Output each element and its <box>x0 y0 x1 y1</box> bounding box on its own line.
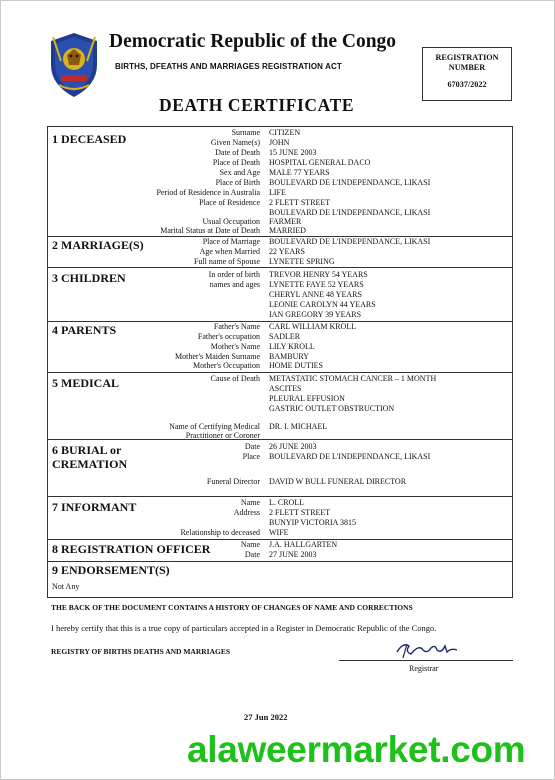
section-deceased <box>48 127 512 236</box>
field-label: Mother's Name <box>210 342 260 351</box>
field-label: Place of Birth <box>215 178 260 187</box>
field-label: Place of Marriage <box>202 237 260 246</box>
field-value: CHERYL ANNE 48 YEARS <box>269 290 362 299</box>
field-value: METASTATIC STOMACH CANCER – 1 MONTH <box>269 374 437 383</box>
issue-date: 27 Jun 2022 <box>244 712 288 722</box>
document-title: DEATH CERTIFICATE <box>159 95 355 115</box>
field-label: Father's Name <box>213 322 260 331</box>
section-endorsements <box>48 561 512 597</box>
field-value: SADLER <box>269 332 301 341</box>
section-title: 4 PARENTS <box>52 323 117 337</box>
registration-number: 67037/2022 <box>447 80 487 89</box>
field-label: Surname <box>231 128 260 137</box>
field-value: BUNYIP VICTORIA 3815 <box>269 518 356 527</box>
field-label: Marital Status at Date of Death <box>160 226 260 235</box>
certificate-table <box>47 126 513 598</box>
field-value: MALE 77 YEARS <box>269 168 330 177</box>
field-label: Name <box>240 540 260 549</box>
field-value: BOULEVARD DE L'INDEPENDANCE, LIKASI <box>269 237 431 246</box>
field-value: 27 JUNE 2003 <box>269 550 317 559</box>
field-label: Date <box>244 442 260 451</box>
field-value: PLEURAL EFFUSION <box>269 394 345 403</box>
field-value: LYNETTE SPRING <box>269 257 335 266</box>
field-value: CARL WILLIAM KROLL <box>269 322 357 331</box>
section-parents <box>48 321 512 372</box>
section-title: 2 MARRIAGE(S) <box>52 238 144 252</box>
section-children <box>48 267 512 321</box>
field-value: HOME DUTIES <box>269 361 323 370</box>
field-value: TREVOR HENRY 54 YEARS <box>269 270 368 279</box>
field-label: Date <box>244 550 260 559</box>
field-value: DAVID W BULL FUNERAL DIRECTOR <box>269 477 407 486</box>
field-label: Address <box>233 508 260 517</box>
section-marriage <box>48 236 512 267</box>
field-value: 2 FLETT STREET <box>269 508 331 517</box>
section-title: 5 MEDICAL <box>52 376 120 390</box>
field-label: Date of Death <box>215 148 260 157</box>
field-value: 26 JUNE 2003 <box>269 442 317 451</box>
field-label: Usual Occupation <box>202 217 260 226</box>
field-label: Name <box>240 498 260 507</box>
field-label: In order of birth <box>208 270 260 279</box>
section-title-line2: CREMATION <box>52 457 128 471</box>
field-label: Full name of Spouse <box>194 257 260 266</box>
field-value: LIFE <box>269 188 286 197</box>
endorsement-note: Not Any <box>52 582 80 591</box>
act-subtitle: BIRTHS, DFEATHS AND MARRIAGES REGISTRATION ACT <box>115 62 342 71</box>
field-value: LILY KROLL <box>269 342 315 351</box>
section-registration-officer <box>48 539 512 561</box>
signature-line <box>339 660 513 661</box>
field-value: ASCITES <box>269 384 302 393</box>
number-label: NUMBER <box>448 63 486 72</box>
field-value: JOHN <box>269 138 290 147</box>
field-label: Funeral Director <box>206 477 260 486</box>
field-value: 15 JUNE 2003 <box>269 148 317 157</box>
field-label: Relationship to deceased <box>180 528 260 537</box>
field-label: Place of Residence <box>199 198 260 207</box>
field-value: 22 YEARS <box>269 247 305 256</box>
field-label: Place <box>242 452 260 461</box>
field-value: BAMBURY <box>269 352 310 361</box>
field-label: Mother's Occupation <box>193 361 260 370</box>
field-value: CITIZEN <box>269 128 301 137</box>
field-value: LEONIE CAROLYN 44 YEARS <box>269 300 376 309</box>
field-value: IAN GREGORY 39 YEARS <box>269 310 362 319</box>
certification-statement: I hereby certify that this is a true copy of particulars accepted in a Register in Democratic Republic of the Congo. <box>51 623 437 633</box>
section-title: 8 REGISTRATION OFFICER <box>52 542 211 556</box>
registry-name: REGISTRY OF BIRTHS DEATHS AND MARRIAGES <box>51 647 231 656</box>
field-label: Mother's Maiden Surname <box>175 352 260 361</box>
field-value: GASTRIC OUTLET OBSTRUCTION <box>269 404 395 413</box>
registrar-label: Registrar <box>409 664 439 673</box>
field-value: L. CROLL <box>269 498 305 507</box>
field-value: BOULEVARD DE L'INDEPENDANCE, LIKASI <box>269 178 431 187</box>
field-label: Practitioner or Coroner <box>185 431 260 440</box>
field-value: 2 FLETT STREET <box>269 198 331 207</box>
field-label: Father's occupation <box>197 332 260 341</box>
field-value: J.A. HALLGARTEN <box>269 540 338 549</box>
section-title: 6 BURIAL or <box>52 443 122 457</box>
field-label: names and ages <box>209 280 260 289</box>
field-label: Period of Residence in Australia <box>156 188 260 197</box>
section-burial <box>48 439 512 496</box>
field-value: HOSPITAL GENERAL DACO <box>269 158 371 167</box>
field-label: Given Name(s) <box>210 138 260 147</box>
field-value: MARRIED <box>269 226 306 235</box>
section-title: 7 INFORMANT <box>52 500 137 514</box>
field-value: DR. I. MICHAEL <box>269 422 328 431</box>
field-label: Place of Death <box>212 158 260 167</box>
field-value: LYNETTE FAYE 52 YEARS <box>269 280 364 289</box>
back-of-document-note: THE BACK OF THE DOCUMENT CONTAINS A HISTORY OF CHANGES OF NAME AND CORRECTIONS <box>51 603 413 612</box>
section-medical <box>48 372 512 439</box>
field-label: Age when Married <box>199 247 260 256</box>
section-informant <box>48 496 512 539</box>
field-value: FARMER <box>269 217 302 226</box>
section-title: 9 ENDORSEMENT(S) <box>52 563 170 577</box>
section-title: 1 DECEASED <box>52 132 127 146</box>
field-value: WIFE <box>269 528 289 537</box>
registration-label: REGISTRATION <box>435 53 499 62</box>
country-title: Democratic Republic of the Congo <box>109 31 397 52</box>
section-title: 3 CHILDREN <box>52 271 126 285</box>
field-value: BOULEVARD DE L'INDEPENDANCE, LIKASI <box>269 208 431 217</box>
field-label: Cause of Death <box>210 374 260 383</box>
registration-number-box <box>422 47 512 101</box>
field-label: Name of Certifying Medical <box>169 422 260 431</box>
field-label: Sex and Age <box>219 168 260 177</box>
coat-of-arms-seal <box>45 31 103 99</box>
website-watermark: alaweermarket.com <box>187 729 526 770</box>
field-value: BOULEVARD DE L'INDEPENDANCE, LIKASI <box>269 452 431 461</box>
